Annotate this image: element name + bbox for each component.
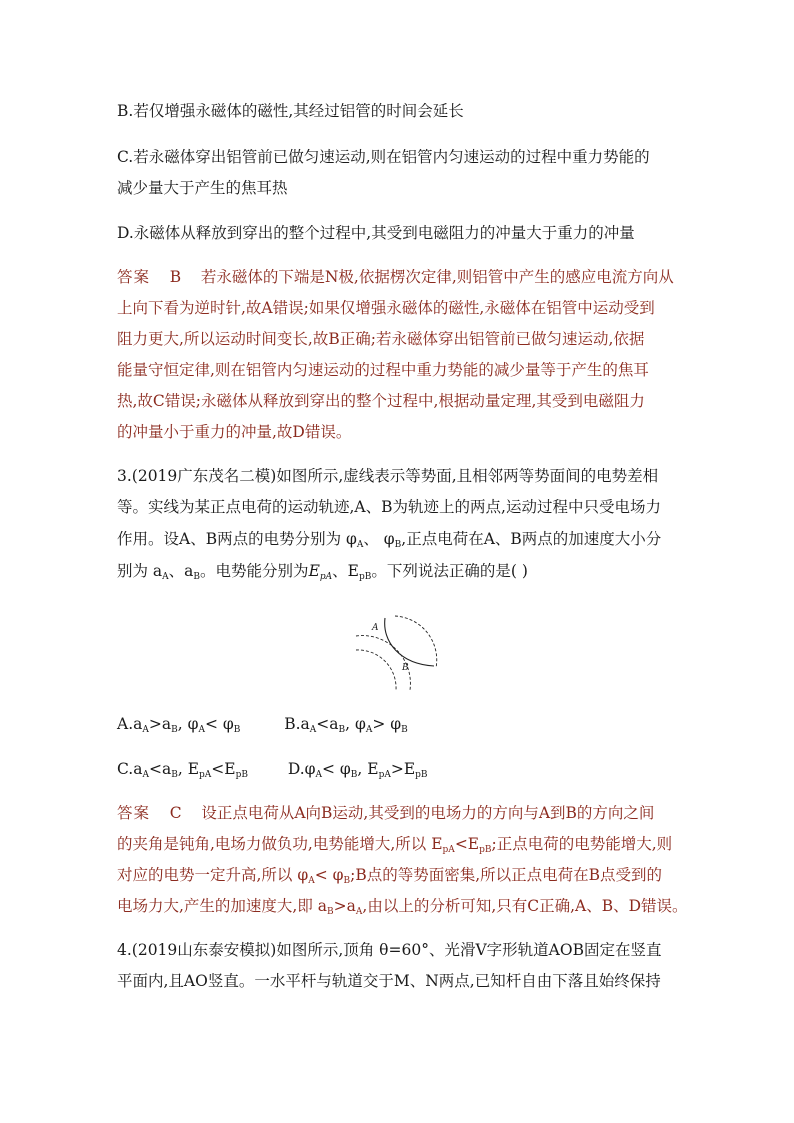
question4-line1: 4.(2019山东泰安模拟)如图所示,顶角 θ=60°、光滑V字形轨道AOB固定在竖直 (117, 941, 662, 959)
answer2-line2: 上向下看为逆时针,故A错误;如果仅增强永磁体的磁性,永磁体在铝管中运动受到 (117, 299, 655, 317)
answer3-letter: C (169, 804, 182, 822)
option-b: B.若仅增强永磁体的磁性,其经过铝管的时间会延长 (117, 102, 464, 120)
option-d: D.永磁体从释放到穿出的整个过程中,其受到电磁阻力的冲量大于重力的冲量 (117, 224, 635, 242)
q3-option-c: $C.a_A<a_B$, $E_{pA}<E_{pB}$ (117, 760, 248, 780)
point-b-label: B (402, 663, 409, 673)
answer3-line4: 电场力大,产生的加速度大,即 $a_B>a_A$,由以上的分析可知,只有C正确,A、B、D错误。 (117, 897, 688, 917)
answer3-line3: 对应的电势一定升高,所以 $\varphi_A<$ $\varphi_B;B$点的等势面密集,所以正点电荷在B点受到的 (117, 866, 663, 886)
answer2-text1: 若永磁体的下端是N极,依据楞次定律,则铝管中产生的感应电流方向从 (200, 268, 674, 286)
option-c-line2: 减少量大于产生的焦耳热 (117, 179, 288, 197)
answer3-line1: 答案 C 设正点电荷从A向B运动,其受到的电场力的方向与A到B的方向之间 (117, 804, 655, 822)
equipotential-figure (352, 612, 438, 692)
point-a-label: A (372, 623, 379, 633)
answer2-letter: B (169, 268, 182, 286)
equipotential-line-inner (356, 650, 396, 690)
q3-option-d: $D.\varphi_A< \varphi_B$, $E_{pA}>E_{pB}$ (287, 760, 428, 780)
answer2-line5: 热,故C错误;永磁体从释放到穿出的整个过程中,根据动量定理,其受到电磁阻力 (117, 392, 645, 410)
answer2-tag: 答案 (117, 268, 151, 286)
answer2-line4: 能量守恒定律,则在铝管内匀速运动的过程中重力势能的减少量等于产生的焦耳 (117, 361, 649, 379)
option-c-line1: C.若永磁体穿出铝管前已做匀速运动,则在铝管内匀速运动的过程中重力势能的 (117, 148, 650, 166)
question3-options-ab (117, 714, 408, 734)
question3-line2: 等。实线为某正点电荷的运动轨迹,A、B为轨迹上的两点,运动过程中只受电场力 (117, 498, 661, 516)
q3-option-a: $A.a_A>a_B$, $\varphi_A< \varphi_B$ (117, 715, 241, 735)
question3-line1: 3.(2019广东茂名二模)如图所示,虚线表示等势面,且相邻两等势面间的电势差相 (117, 467, 659, 485)
question3-options-cd (117, 759, 428, 779)
question3-line3: 作用。设A、B两点的电势分别为 $\varphi_A$、 $\varphi_B$,正点电荷在A、B两点的加速度大小分 (117, 530, 662, 550)
answer2-line1 (117, 267, 674, 287)
answer2-line6: 的冲量小于重力的冲量,故D错误。 (117, 423, 352, 441)
question3-line4: 别为 $a_A$、$a_B$。电势能分别为$E_{pA}$、$E_{pB}$。下列说法正确的是( ) (117, 562, 528, 582)
question4-line2: 平面内,且AO竖直。一水平杆与轨道交于M、N两点,已知杆自由下落且始终保持 (117, 972, 661, 990)
answer3-tag: 答案 (117, 804, 151, 822)
answer2-line3: 阻力更大,所以运动时间变长,故B正确;若永磁体穿出铝管前已做匀速运动,依据 (117, 330, 645, 348)
answer3-line2: 的夹角是钝角,电场力做负功,电势能增大,所以 $E_{pA}<E_{pB}$;正点电荷的电势能增大,则 (117, 835, 673, 855)
equipotential-line-outer (395, 616, 437, 668)
q3-option-b: $B.a_A<a_B$, $\varphi_A> \varphi_B$ (284, 715, 408, 735)
trajectory-curve (385, 618, 434, 666)
